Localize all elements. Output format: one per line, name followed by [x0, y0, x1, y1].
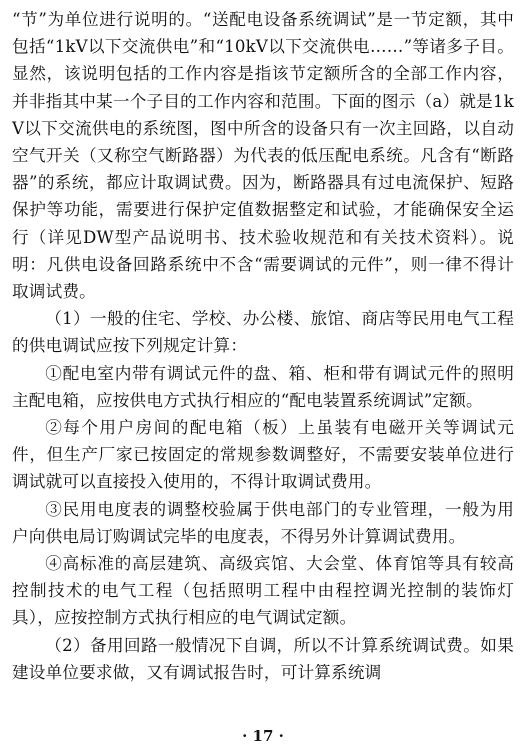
paragraph-subitem-3: ③民用电度表的调整校验属于供电部门的专业管理，一般为用户向供电局订购调试完毕的电度表，不得另外计算调试费用。 [12, 499, 514, 546]
paragraph-item-2: （2）备用回路一般情况下自调，所以不计算系统调试费。如果建设单位要求做，又有调试报告时，可计算系统调 [12, 635, 514, 682]
paragraph-subitem-1: ①配电室内带有调试元件的盘、箱、柜和带有调试元件的照明主配电箱，应按供电方式执行相应的“配电装置系统调试”定额。 [12, 363, 514, 410]
paragraph-subitem-4: ④高标准的高层建筑、高级宾馆、大会堂、体育馆等具有较高控制技术的电气工程（包括照明工程中由程控调光控制的装饰灯具），应按控制方式执行相应的电气调试定额。 [12, 554, 514, 628]
paragraph-item-1: （1）一般的住宅、学校、办公楼、旅馆、商店等民用电气工程的供电调试应按下列规定计算： [12, 309, 514, 356]
page-number: · 17 · [242, 727, 284, 745]
paragraph-continued: “节”为单位进行说明的。“送配电设备系统调试”是一节定额，其中包括“1kV以下交流供电”和“10kV以下交流供电……”等诸多子目。显然，该说明包括的工作内容是指该节定额所含的全部工作内容，并非指其中某一个子目的工作内容和范围。下面的图示（a）就是1kV以下交流供电的系统图，图中所含的设备只有一次主回路，以自动空气开关（又称空气断路器）为代表的低压配电系统。凡含有“断路器”的系统，都应计取调试费。因为，断路器具有过电流保护、短路保护等功能，需要进行保护定值数据整定和试验，才能确保安全运行（详见DW型产品说明书、技术验收规范和有关技术资料）。说明：凡供电设备回路系统中不含“需要调试的元件”，则一律不得计取调试费。 [12, 10, 514, 302]
paragraph-subitem-2: ②每个用户房间的配电箱（板）上虽装有电磁开关等调试元件，但生产厂家已按固定的常规参数调整好，不需要安装单位进行调试就可以直接投入使用的，不得计取调试费用。 [12, 418, 514, 492]
